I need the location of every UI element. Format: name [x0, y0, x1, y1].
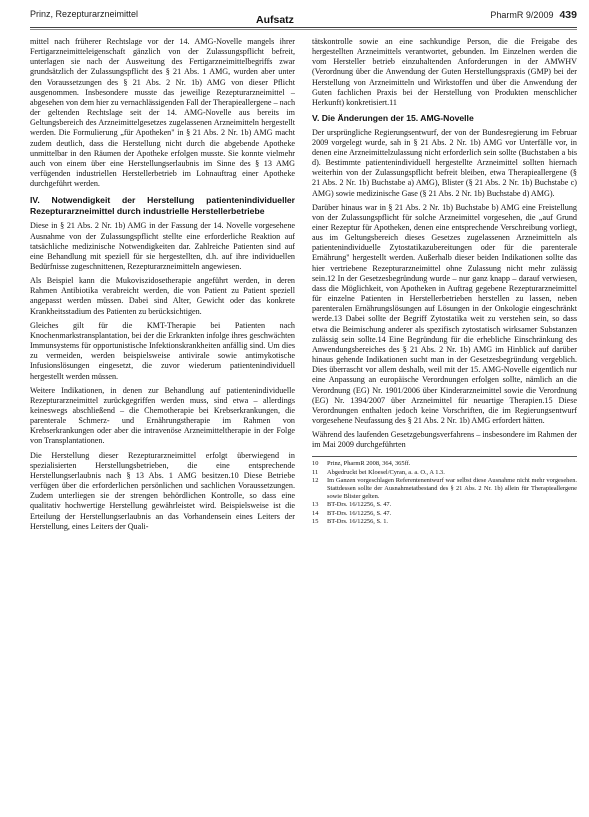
footnote-text: Prinz, PharmR 2008, 364, 365ff.: [327, 460, 411, 468]
footnote-number: 11: [312, 468, 319, 476]
paragraph: Weitere Indikationen, in denen zur Behandlung auf patientenindividuelle Rezepturarzneimittel zurückgegriffen werden muss, sind etwa – allerdings keineswegs abschließend – die Chemotherapie bei Krebserkrankungen, die parenterale Schmerz- und Ernährungstherapie im Rahmen von Krebserkrankungen oder aber die intravenöse Arzneimitteltherapie in der Folge von Transplantationen.: [30, 385, 295, 446]
paragraph: Diese in § 21 Abs. 2 Nr. 1b) AMG in der Fassung der 14. Novelle vorgesehene Ausnahme von der Zulassungspflicht stellte eine erforderliche Reaktion auf tatsächliche medizinische Notwendigkeiten dar. Zahlreiche Patienten sind auf eine Behandlung mit speziell für sie hergestellten, d.h. auf ihre individuellen Bedürfnisse zugeschnittenen, Rezepturarzneimitteln angewiesen.: [30, 221, 295, 271]
footnote: [312, 477, 577, 502]
section-heading-v: V. Die Änderungen der 15. AMG-Novelle: [312, 113, 474, 124]
section-heading-iv: IV. Notwendigkeit der Herstellung patientenindividueller Rezepturarzneimittel durch industrielle Herstellerbetriebe: [30, 195, 295, 216]
paragraph: Darüber hinaus war in § 21 Abs. 2 Nr. 1b) Buchstabe b) AMG eine Freistellung von der Zulassungspflicht für solche Arzneimittel vorgesehen, die „auf Grund einer Rezeptur für Apotheken, denen eine entsprechende Verschreibung vorliegt, aus im Geltungsbereich dieses Gesetzes zugelassenen Arzneimitteln als patientenindividuelle Zytostatikazubereitungen oder für die parenterale Ernährung" hergestellt werden. Außerhalb dieser beiden Indikationen sollte das hier vertriebene Rezepturarzneimittel ohne Zulassung nicht mehr zulässig sein.12 In der Gesetzesbegründung wurde – nur ganz knapp – darauf verwiesen, dass die Möglichkeit, von Apotheken in Auftrag gegebene Rezepturarzneimittel für einzelne Patienten in Herstellerbetrieben herstellen zu lassen, neben parenteralen Ernährungslösungen auf Lösungen in der Onkologie eingeschränkt werde.13 Dabei sollte der Begriff Zytostatika weit zu verstehen sein, so dass etwa die Beimischung anderer als spezifisch zytostatisch wirksamer Substanzen zulässig sein sollte.14 Eine Begründung für die erhebliche Einschränkung des Anwendungsbereiches des § 21 Abs. 2 Nr. 1b) AMG im Hinblick auf darüber hinaus gehende Indikationen sucht man in der Gesetzesbegründung vergeblich. Dies überrascht vor allem deshalb, weil mit der 15. AMG-Novelle eigentlich nur eine Anpassung an europäische Verordnungen erfolgen sollte, nämlich an die Verordnung (EG) Nr. 1901/2006 über Kinderarzneimittel sowie die Verordnung (EG) Nr. 1394/2007 über Arzneimittel für neuartige Therapien.15 Diese Verordnungen enthalten jedoch keine Vorschriften, die im Regierungsentwurf vorgesehene Neufassung des § 21 Abs. 2 Nr. 1b) AMG erfordert hätten.: [312, 202, 577, 425]
footnote: [312, 518, 577, 526]
footnote: [312, 460, 577, 468]
right-column: [312, 37, 577, 526]
footnote-number: 10: [312, 460, 319, 468]
footnote-text: BT-Drs. 16/12256, S. 47.: [327, 501, 392, 509]
left-column: [30, 37, 295, 536]
footnote: [312, 501, 577, 509]
paragraph: Als Beispiel kann die Mukoviszidosetherapie angeführt werden, in deren Rahmen Antibiotika verabreicht werden, die von Patient zu Patient speziell angepasst werden müssen. Dabei sind Alter, Gewicht oder das konkrete Krankheitsstadium des Patienten zu berücksichtigen.: [30, 276, 295, 316]
header-rule: [30, 27, 577, 28]
section-label: Aufsatz: [256, 14, 294, 26]
paragraph: Der ursprüngliche Regierungsentwurf, der von der Bundesregierung im Februar 2009 vorgelegt wurde, sah in § 21 Abs. 2 Nr. 1b) AMG vor Unterfälle vor, in denen eine Arzneimittelzulassung nicht erforderlich sein sollte (Buchstaben a bis d). Bestimmte patientenindividuell hergestellte Arzneimittel sollten hiernach weiterhin von der Zulassungspflicht befreit bleiben, etwa Therapieallergene (§ 21 Abs. 2 Nr. 1b) Buchstabe a) AMG), Blister (§ 21 Abs. 2 Nr. 1b) Buchstabe c) AMG) sowie medizinische Gase (§ 21 Abs. 2 Nr. 1b) Buchstabe d) AMG).: [312, 127, 577, 198]
paragraph: mittel nach früherer Rechtslage vor der 14. AMG-Novelle mangels ihrer Fertigarzneimitteleigenschaft gänzlich von der Zulassungspflicht befreit, unterlagen sie nach der Ausweitung des Fertigarzneimittelbegriffs zwar grundsätzlich der Zulassungspflicht des § 21 Abs. 1 AMG, wurden aber unter den Voraussetzungen des § 21 Abs. 2 Nr. 1b) AMG von dieser Pflicht ausgenommen. Insbesondere musste das jeweilige Rezepturarzneimittel – abgesehen von dem hier zu vernachlässigenden Fall der Therapieallergene – nach der geltenden Rechtslage seit der 14. AMG-Novelle aus bereits im Geltungsbereich des Arzneimittelgesetzes zugelassenen Arzneimitteln hergestellt werden. Die Formulierung „für Apotheken" in § 21 Abs. 2 Nr. 1b) AMG macht zudem deutlich, dass die Herstellung nicht durch die abgebende Apotheke unmittelbar in den Räumen der Apotheke erfolgen musste. Sie konnte vielmehr auch von einem über eine Herstellungserlaubnis im Sinne des § 13 AMG verfügenden industriellen Herstellerbetrieb im Lohnauftrag einer Apotheke durchgeführt werden.: [30, 37, 296, 189]
paragraph: Die Herstellung dieser Rezepturarzneimittel erfolgt überwiegend in spezialisierten Herstellungsbetrieben, die eine entsprechende Herstellungserlaubnis nach § 13 Abs. 1 AMG besitzen.10 Diese Betriebe verfügen über die erforderlichen persönlichen und sachlichen Voraussetzungen. Zudem unterliegen sie der strengen behördlichen Kontrolle, so dass eine qualitativ hochwertige Herstellung gewährleistet wird. Beispielsweise ist die Erteilung der Herstellungserlaubnis an das Vorhandensein eines Leiters der Herstellung, eines Leiters der Quali-: [30, 450, 295, 531]
footnote-text: BT-Drs. 16/12256, S. 1.: [327, 517, 389, 525]
footnote-number: 12: [312, 476, 319, 484]
running-header-author: Prinz, Rezepturarzneimittel: [30, 9, 139, 19]
footnotes: [312, 456, 577, 526]
header-rule-secondary: [30, 29, 577, 30]
paragraph: tätskontrolle sowie an eine sachkundige Person, die die Freigabe des hergestellten Arzneimittels verantwortet, gebunden. Im Einzelnen werden die vom Hersteller betrieb einzuhaltenden Anforderungen in der AMWHV (Verordnung über die Anwendung der Guten Herstellungspraxis (GMP) bei der Herstellung von Arzneimitteln und Wirkstoffen und über die Anwendung der Guten fachlichen Praxis bei der Herstellung von Produkten menschlicher Herkunft) konkretisiert.11: [312, 37, 577, 107]
running-header-journal: [490, 9, 577, 21]
footnote-text: Abgedruckt bei Kloesel/Cyran, a. a. O., A 1.3.: [327, 468, 445, 476]
paragraph: Während des laufenden Gesetzgebungsverfahrens – insbesondere im Rahmen der im Mai 2009 durchgeführten: [312, 430, 577, 450]
paragraph: Gleiches gilt für die KMT-Therapie bei Patienten nach Knochenmarkstransplantation, bei der die Erkrankten infolge ihres geschwächten Immunsystems für opportunistische Infektionskrankheiten anfällig sind. Um dies zu vermeiden, werden beispielsweise antivirale sowie antimykotische Infusionslösungen eingesetzt, die zuvor wiederum patientenindividuell hergestellt werden müssen.: [30, 320, 295, 381]
footnote-text: BT-Drs. 16/12256, S. 47.: [327, 509, 392, 517]
footnote-number: 15: [312, 517, 319, 525]
footnote-number: 14: [312, 509, 319, 517]
footnote: [312, 469, 577, 477]
footnote: [312, 510, 577, 518]
footnote-text: Im Ganzen vorgeschlagen Referentenentwurf war selbst diese Ausnahme nicht mehr vorgesehen. Stattdessen sollte der Ausnahmetatbestand des § 21 Abs. 2 Nr. 1b) allein für Therapieallergene sowie Blister gelten.: [327, 476, 577, 501]
page-number: 439: [559, 9, 577, 21]
journal-issue: PharmR 9/2009: [490, 10, 554, 20]
footnote-number: 13: [312, 501, 319, 509]
